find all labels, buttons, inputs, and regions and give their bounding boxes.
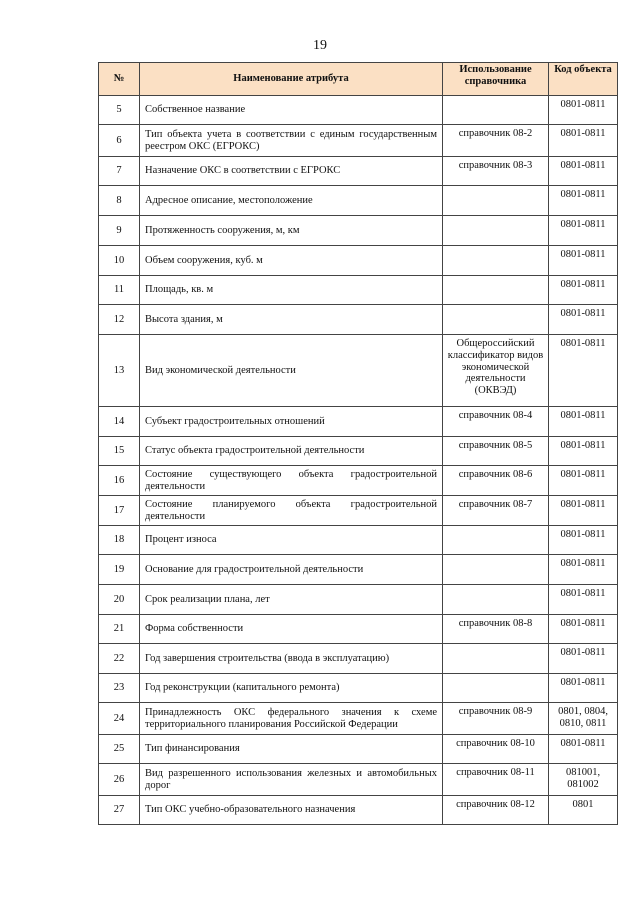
object-code: 0801-0811 — [549, 585, 618, 615]
reference-usage — [443, 585, 549, 615]
attribute-name: Состояние планируемого объекта градостроительной деятельности — [140, 496, 443, 526]
table-body — [99, 96, 618, 825]
object-code: 0801-0811 — [549, 335, 618, 407]
table-row — [99, 764, 618, 796]
table-row — [99, 157, 618, 186]
row-number: 20 — [99, 585, 140, 615]
reference-usage — [443, 186, 549, 216]
table-row — [99, 796, 618, 825]
row-number: 5 — [99, 96, 140, 125]
object-code: 0801-0811 — [549, 466, 618, 496]
object-code: 0801-0811 — [549, 305, 618, 335]
reference-usage — [443, 305, 549, 335]
object-code: 0801-0811 — [549, 125, 618, 157]
attribute-name: Высота здания, м — [140, 305, 443, 335]
row-number: 15 — [99, 437, 140, 466]
object-code: 0801-0811 — [549, 735, 618, 764]
reference-usage: справочник 08-9 — [443, 703, 549, 735]
object-code: 0801-0811 — [549, 496, 618, 526]
reference-usage: Общероссийский классификатор видов экономической деятельности (ОКВЭД) — [443, 335, 549, 407]
table-row — [99, 216, 618, 246]
object-code: 0801-0811 — [549, 615, 618, 644]
table-row — [99, 186, 618, 216]
table-row — [99, 125, 618, 157]
table-row — [99, 246, 618, 276]
object-code: 081001, 081002 — [549, 764, 618, 796]
attribute-name: Собственное название — [140, 96, 443, 125]
reference-usage — [443, 644, 549, 674]
attribute-name: Назначение ОКС в соответствии с ЕГРОКС — [140, 157, 443, 186]
object-code: 0801-0811 — [549, 186, 618, 216]
row-number: 26 — [99, 764, 140, 796]
table-row — [99, 305, 618, 335]
row-number: 10 — [99, 246, 140, 276]
row-number: 14 — [99, 407, 140, 437]
reference-usage — [443, 526, 549, 555]
attribute-name: Год реконструкции (капитального ремонта) — [140, 674, 443, 703]
table-row — [99, 496, 618, 526]
table-row — [99, 585, 618, 615]
row-number: 19 — [99, 555, 140, 585]
table-row — [99, 674, 618, 703]
attribute-name: Тип ОКС учебно-образовательного назначения — [140, 796, 443, 825]
row-number: 13 — [99, 335, 140, 407]
attribute-name: Состояние существующего объекта градостроительной деятельности — [140, 466, 443, 496]
page-number: 19 — [313, 38, 327, 53]
row-number: 27 — [99, 796, 140, 825]
attribute-name: Адресное описание, местоположение — [140, 186, 443, 216]
table-row — [99, 526, 618, 555]
object-code: 0801-0811 — [549, 555, 618, 585]
attribute-name: Статус объекта градостроительной деятельности — [140, 437, 443, 466]
table-header-row — [99, 63, 618, 96]
reference-usage — [443, 674, 549, 703]
attribute-name: Срок реализации плана, лет — [140, 585, 443, 615]
table-row — [99, 407, 618, 437]
attribute-name: Основание для градостроительной деятельности — [140, 555, 443, 585]
row-number: 7 — [99, 157, 140, 186]
header-name: Наименование атрибута — [140, 63, 443, 96]
reference-usage: справочник 08-12 — [443, 796, 549, 825]
attribute-name: Принадлежность ОКС федерального значения к схеме территориального планирования Российской Федерации — [140, 703, 443, 735]
reference-usage: справочник 08-4 — [443, 407, 549, 437]
object-code: 0801-0811 — [549, 437, 618, 466]
attribute-name: Объем сооружения, куб. м — [140, 246, 443, 276]
reference-usage: справочник 08-6 — [443, 466, 549, 496]
row-number: 11 — [99, 276, 140, 305]
reference-usage — [443, 216, 549, 246]
attribute-name: Форма собственности — [140, 615, 443, 644]
row-number: 16 — [99, 466, 140, 496]
reference-usage: справочник 08-5 — [443, 437, 549, 466]
table-row — [99, 335, 618, 407]
reference-usage — [443, 96, 549, 125]
row-number: 6 — [99, 125, 140, 157]
reference-usage: справочник 08-11 — [443, 764, 549, 796]
object-code: 0801-0811 — [549, 674, 618, 703]
object-code: 0801-0811 — [549, 157, 618, 186]
attribute-name: Площадь, кв. м — [140, 276, 443, 305]
header-ref: Использование справочника — [443, 63, 549, 96]
table-row — [99, 703, 618, 735]
attribute-table — [98, 62, 618, 825]
attribute-name: Процент износа — [140, 526, 443, 555]
reference-usage: справочник 08-3 — [443, 157, 549, 186]
attribute-name: Субъект градостроительных отношений — [140, 407, 443, 437]
table-row — [99, 644, 618, 674]
row-number: 22 — [99, 644, 140, 674]
row-number: 21 — [99, 615, 140, 644]
row-number: 8 — [99, 186, 140, 216]
row-number: 12 — [99, 305, 140, 335]
reference-usage: справочник 08-8 — [443, 615, 549, 644]
table-row — [99, 555, 618, 585]
object-code: 0801-0811 — [549, 644, 618, 674]
reference-usage — [443, 276, 549, 305]
object-code: 0801-0811 — [549, 276, 618, 305]
object-code: 0801-0811 — [549, 526, 618, 555]
header-num: № — [99, 63, 140, 96]
row-number: 24 — [99, 703, 140, 735]
attribute-name: Год завершения строительства (ввода в эксплуатацию) — [140, 644, 443, 674]
reference-usage: справочник 08-2 — [443, 125, 549, 157]
table-row — [99, 276, 618, 305]
attribute-name: Тип финансирования — [140, 735, 443, 764]
header-code: Код объекта — [549, 63, 618, 96]
table-row — [99, 437, 618, 466]
attribute-name: Тип объекта учета в соответствии с единым государственным реестром ОКС (ЕГРОКС) — [140, 125, 443, 157]
attribute-name: Протяженность сооружения, м, км — [140, 216, 443, 246]
reference-usage: справочник 08-10 — [443, 735, 549, 764]
table-row — [99, 96, 618, 125]
object-code: 0801-0811 — [549, 246, 618, 276]
table-row — [99, 466, 618, 496]
object-code: 0801, 0804, 0810, 0811 — [549, 703, 618, 735]
row-number: 18 — [99, 526, 140, 555]
object-code: 0801-0811 — [549, 407, 618, 437]
object-code: 0801-0811 — [549, 216, 618, 246]
reference-usage — [443, 555, 549, 585]
attribute-name: Вид разрешенного использования железных и автомобильных дорог — [140, 764, 443, 796]
row-number: 25 — [99, 735, 140, 764]
reference-usage: справочник 08-7 — [443, 496, 549, 526]
table-row — [99, 735, 618, 764]
table-row — [99, 615, 618, 644]
row-number: 17 — [99, 496, 140, 526]
attribute-name: Вид экономической деятельности — [140, 335, 443, 407]
row-number: 23 — [99, 674, 140, 703]
reference-usage — [443, 246, 549, 276]
object-code: 0801-0811 — [549, 96, 618, 125]
object-code: 0801 — [549, 796, 618, 825]
row-number: 9 — [99, 216, 140, 246]
